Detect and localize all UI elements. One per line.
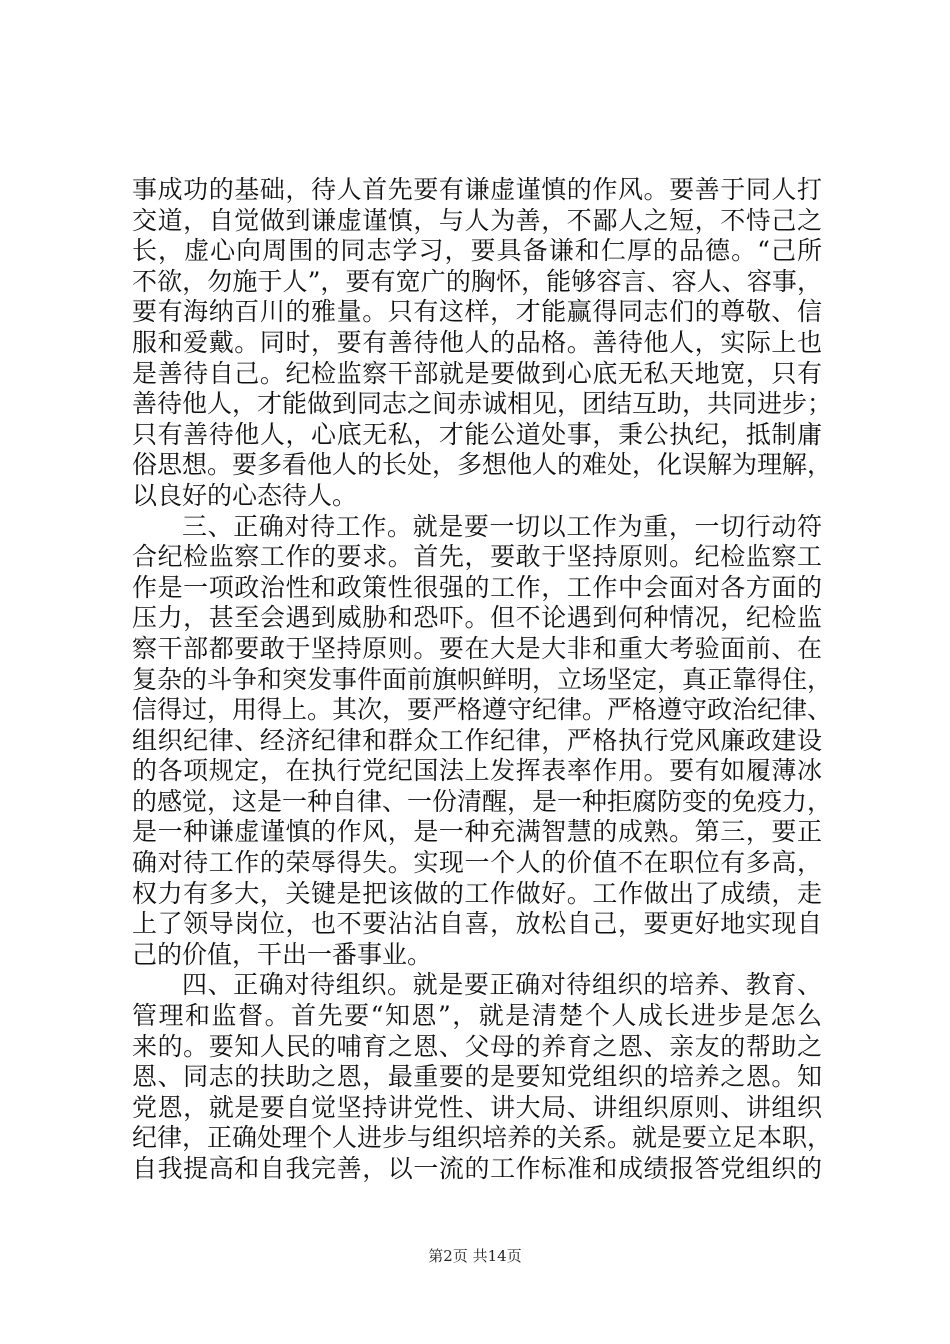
text-line: 党恩，就是要自觉坚持讲党性、讲大局、讲组织原则、讲组织	[132, 1092, 822, 1122]
text-line: 要有海纳百川的雅量。只有这样，才能赢得同志们的尊敬、信	[132, 297, 822, 327]
text-line: 纪律，正确处理个人进步与组织培养的关系。就是要立足本职，	[132, 1123, 833, 1153]
text-line: 组织纪律、经济纪律和群众工作纪律，严格执行党风廉政建设	[132, 725, 822, 755]
text-line: 自我提高和自我完善，以一流的工作标准和成绩报答党组织的	[132, 1154, 822, 1183]
text-line: 事成功的基础，待人首先要有谦虚谨慎的作风。要善于同人打	[132, 175, 822, 204]
text-line: 的各项规定，在执行党纪国法上发挥表率作用。要有如履薄冰	[132, 756, 822, 786]
text-line: 只有善待他人，心底无私，才能公道处事，秉公执纪，抵制庸	[132, 419, 822, 449]
text-line: 善待他人，才能做到同志之间赤诚相见，团结互助，共同进步；	[132, 389, 833, 419]
text-line: 权力有多大，关键是把该做的工作做好。工作做出了成绩，走	[132, 878, 822, 908]
text-line: 是一种谦虚谨慎的作风，是一种充满智慧的成熟。第三，要正	[132, 817, 822, 847]
text-line: 己的价值，干出一番事业。	[132, 939, 433, 969]
text-line: 俗思想。要多看他人的长处，多想他人的难处，化误解为理解，	[132, 450, 833, 480]
text-line: 恩、同志的扶助之恩，最重要的是要知党组织的培养之恩。知	[132, 1062, 822, 1092]
text-line: 三、正确对待工作。就是要一切以工作为重，一切行动符	[182, 511, 822, 541]
text-line: 复杂的斗争和突发事件面前旗帜鲜明，立场坚定，真正靠得住，	[132, 664, 833, 694]
text-line: 合纪检监察工作的要求。首先，要敢于坚持原则。纪检监察工	[132, 542, 822, 572]
text-line: 信得过，用得上。其次，要严格遵守纪律。严格遵守政治纪律、	[132, 695, 833, 725]
text-line: 的感觉，这是一种自律、一份清醒，是一种拒腐防变的免疫力，	[132, 786, 833, 816]
text-line: 作是一项政治性和政策性很强的工作，工作中会面对各方面的	[132, 572, 822, 602]
text-line: 察干部都要敢于坚持原则。要在大是大非和重大考验面前、在	[132, 633, 822, 663]
text-line: 服和爱戴。同时，要有善待他人的品格。善待他人，实际上也	[132, 327, 822, 357]
text-line: 上了领导岗位，也不要沾沾自喜，放松自己，要更好地实现自	[132, 909, 822, 939]
text-line: 确对待工作的荣辱得失。实现一个人的价值不在职位有多高，	[132, 848, 822, 878]
document-body	[132, 175, 833, 1185]
text-line: 四、正确对待组织。就是要正确对待组织的培养、教育、	[182, 970, 822, 1000]
text-line: 以良好的心态待人。	[132, 480, 358, 510]
text-line: 长，虚心向周围的同志学习，要具备谦和仁厚的品德。“己所	[132, 236, 822, 266]
text-line: 是善待自己。纪检监察干部就是要做到心底无私天地宽，只有	[132, 358, 822, 388]
text-line: 压力，甚至会遇到威胁和恐吓。但不论遇到何种情况，纪检监	[132, 603, 822, 633]
page-number-footer: 第2页 共14页	[428, 1247, 522, 1265]
text-line: 来的。要知人民的哺育之恩、父母的养育之恩、亲友的帮助之	[132, 1031, 822, 1061]
text-line: 交道，自觉做到谦虚谨慎，与人为善，不鄙人之短，不恃己之	[132, 205, 822, 235]
text-line: 不欲，勿施于人”，要有宽广的胸怀，能够容言、容人、容事，	[132, 266, 822, 296]
text-line: 管理和监督。首先要“知恩”，就是清楚个人成长进步是怎么	[132, 1001, 822, 1031]
